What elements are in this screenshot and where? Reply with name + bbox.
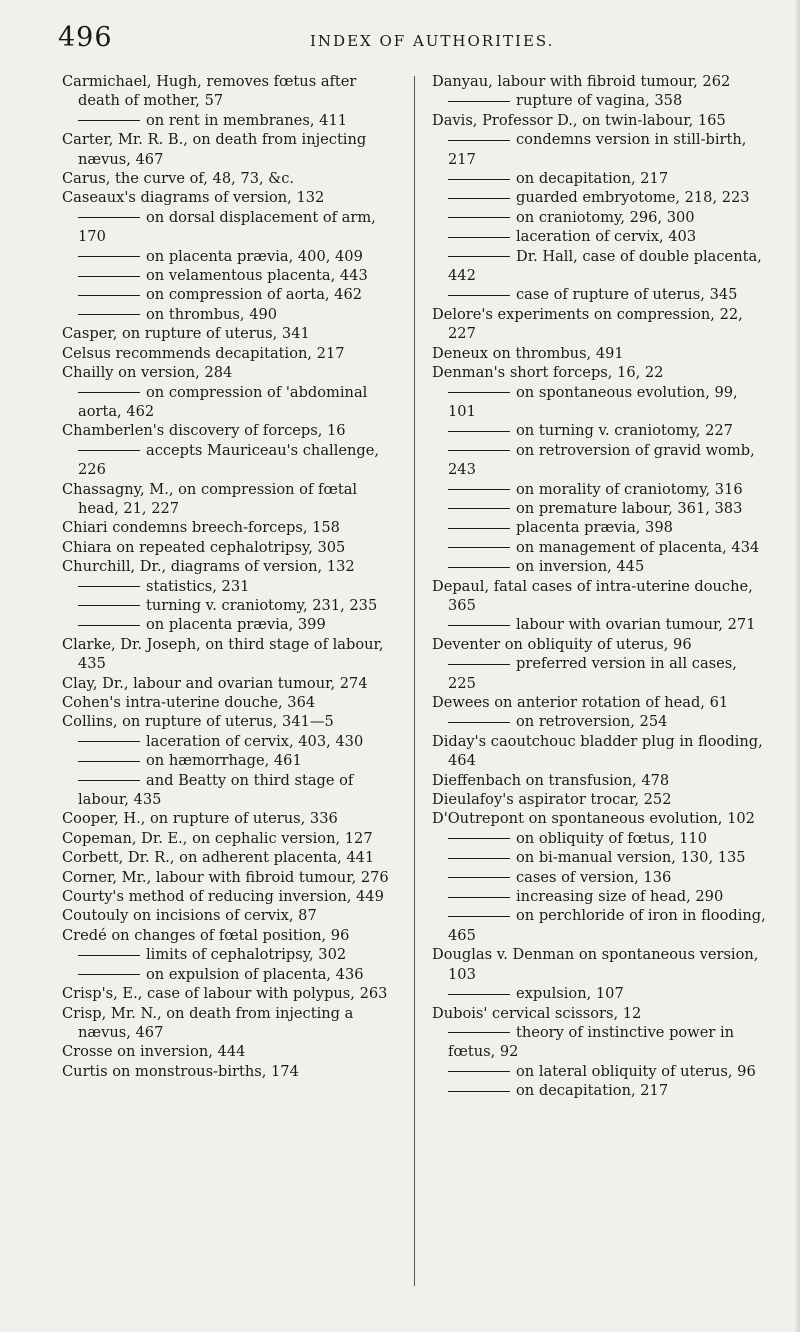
- index-entry: [62, 926, 398, 945]
- entry-text: cases of version, 136: [516, 868, 672, 886]
- index-subentry: [432, 1023, 768, 1062]
- entry-text: Courty's method of reducing inversion, 449: [62, 888, 384, 906]
- ditto-dash: [78, 761, 140, 762]
- ditto-dash: [448, 1091, 510, 1092]
- entry-text: rupture of vagina, 358: [516, 92, 683, 110]
- ditto-dash: [448, 547, 510, 548]
- entry-text: Casper, on rupture of uterus, 341: [62, 325, 310, 343]
- index-entry: [432, 945, 768, 984]
- entry-text: on rent in membranes, 411: [146, 111, 348, 129]
- entry-text: on velamentous placenta, 443: [146, 267, 368, 285]
- ditto-dash: [448, 877, 510, 878]
- entry-text: on placenta prævia, 400, 409: [146, 247, 363, 265]
- index-subentry: [432, 984, 768, 1003]
- index-entry: [432, 635, 768, 654]
- ditto-dash: [78, 295, 140, 296]
- entry-text: on lateral obliquity of uterus, 96: [516, 1062, 756, 1080]
- index-subentry: [432, 868, 768, 887]
- entry-text: limits of cephalotripsy, 302: [146, 946, 347, 964]
- entry-text: case of rupture of uterus, 345: [516, 286, 738, 304]
- index-subentry: [62, 305, 398, 324]
- entry-text: on compression of aorta, 462: [146, 286, 363, 304]
- index-subentry: [432, 557, 768, 576]
- ditto-dash: [78, 780, 140, 781]
- entry-text: on perchloride of iron in flooding, 465: [448, 907, 766, 944]
- entry-text: Churchill, Dr., diagrams of version, 132: [62, 558, 355, 576]
- index-subentry: [432, 906, 768, 945]
- ditto-dash: [448, 508, 510, 509]
- index-subentry: [432, 654, 768, 693]
- entry-text: increasing size of head, 290: [516, 888, 724, 906]
- ditto-dash: [448, 140, 510, 141]
- entry-text: on decapitation, 217: [516, 170, 669, 188]
- ditto-dash: [448, 916, 510, 917]
- index-subentry: [432, 188, 768, 207]
- index-subentry: [432, 441, 768, 480]
- entry-text: Cooper, H., on rupture of uterus, 336: [62, 810, 338, 828]
- index-subentry: [432, 91, 768, 110]
- index-entry: [62, 188, 398, 207]
- index-entry: [62, 712, 398, 731]
- entry-text: laceration of cervix, 403: [516, 228, 697, 246]
- entry-text: expulsion, 107: [516, 985, 624, 1003]
- index-subentry: [432, 615, 768, 634]
- index-subentry: [432, 1081, 768, 1100]
- ditto-dash: [448, 450, 510, 451]
- entry-text: on compression of 'abdominal aorta, 462: [78, 383, 368, 420]
- index-entry: [62, 868, 398, 887]
- ditto-dash: [78, 256, 140, 257]
- index-subentry: [432, 247, 768, 286]
- ditto-dash: [78, 586, 140, 587]
- index-subentry: [62, 285, 398, 304]
- entry-text: on thrombus, 490: [146, 305, 278, 323]
- ditto-dash: [448, 528, 510, 529]
- entry-text: on inversion, 445: [516, 558, 645, 576]
- index-entry: [432, 577, 768, 616]
- entry-text: Carmichael, Hugh, removes fœtus after death of mother, 57: [62, 73, 357, 110]
- ditto-dash: [448, 237, 510, 238]
- entry-text: on decapitation, 217: [516, 1082, 669, 1100]
- index-subentry: [432, 227, 768, 246]
- ditto-dash: [448, 392, 510, 393]
- entry-text: Celsus recommends decapitation, 217: [62, 344, 345, 362]
- entry-text: on premature labour, 361, 383: [516, 499, 743, 517]
- index-entry: [62, 480, 398, 519]
- ditto-dash: [78, 120, 140, 121]
- ditto-dash: [448, 217, 510, 218]
- entry-text: on dorsal displacement of arm, 170: [78, 208, 376, 246]
- ditto-dash: [448, 198, 510, 199]
- index-subentry: [62, 266, 398, 285]
- entry-text: Copeman, Dr. E., on cephalic version, 127: [62, 829, 373, 847]
- ditto-dash: [448, 179, 510, 180]
- entry-text: Coutouly on incisions of cervix, 87: [62, 907, 317, 925]
- entry-text: on retroversion of gravid womb, 243: [448, 441, 755, 479]
- entry-text: on placenta prævia, 399: [146, 616, 326, 634]
- index-entry: [62, 829, 398, 848]
- index-entry: [432, 771, 768, 790]
- entry-text: Crosse on inversion, 444: [62, 1043, 246, 1061]
- ditto-dash: [78, 276, 140, 277]
- page-edge: [794, 0, 800, 1332]
- entry-text: Dieffenbach on transfusion, 478: [432, 771, 670, 789]
- index-subentry: [62, 615, 398, 634]
- entry-text: Dubois' cervical scissors, 12: [432, 1004, 642, 1022]
- index-entry: [62, 1042, 398, 1061]
- entry-text: on obliquity of fœtus, 110: [516, 829, 707, 847]
- ditto-dash: [78, 217, 140, 218]
- index-entry: [432, 809, 768, 828]
- index-entry: [432, 363, 768, 382]
- entry-text: theory of instinctive power in fœtus, 92: [448, 1023, 735, 1061]
- entry-text: Dr. Hall, case of double placenta, 442: [448, 247, 762, 285]
- entry-text: Collins, on rupture of uterus, 341—5: [62, 713, 334, 731]
- entry-text: on craniotomy, 296, 300: [516, 208, 695, 226]
- index-subentry: [62, 577, 398, 596]
- ditto-dash: [448, 994, 510, 995]
- entry-text: Chassagny, M., on compression of fœtal head, 21, 227: [62, 480, 358, 517]
- index-entry: [62, 906, 398, 925]
- index-subentry: [432, 285, 768, 304]
- index-subentry: [432, 480, 768, 499]
- ditto-dash: [448, 489, 510, 490]
- entry-text: labour with ovarian tumour, 271: [516, 616, 756, 634]
- ditto-dash: [78, 314, 140, 315]
- index-subentry: [62, 771, 398, 810]
- index-entry: [62, 984, 398, 1003]
- index-subentry: [432, 538, 768, 557]
- index-entry: [62, 324, 398, 343]
- index-subentry: [432, 383, 768, 422]
- ditto-dash: [78, 955, 140, 956]
- index-entry: [62, 363, 398, 382]
- entry-text: on retroversion, 254: [516, 713, 668, 731]
- ditto-dash: [448, 101, 510, 102]
- running-title: INDEX OF AUTHORITIES.: [310, 32, 555, 50]
- entry-text: and Beatty on third stage of labour, 435: [78, 771, 354, 809]
- index-entry: [62, 635, 398, 674]
- index-entry: [62, 421, 398, 440]
- entry-text: on morality of craniotomy, 316: [516, 480, 743, 498]
- index-subentry: [432, 1062, 768, 1081]
- index-entry: [62, 169, 398, 188]
- ditto-dash: [448, 256, 510, 257]
- entry-text: on turning v. craniotomy, 227: [516, 422, 733, 440]
- entry-text: Diday's caoutchouc bladder plug in flooding, 464: [432, 732, 763, 770]
- index-subentry: [62, 732, 398, 751]
- index-subentry: [432, 169, 768, 188]
- entry-text: Clarke, Dr. Joseph, on third stage of labour, 435: [62, 635, 384, 673]
- index-subentry: [62, 596, 398, 615]
- index-entry: [62, 538, 398, 557]
- index-subentry: [432, 829, 768, 848]
- index-entry: [432, 72, 768, 91]
- page-number: 496: [58, 22, 113, 53]
- entry-text: Dieulafoy's aspirator trocar, 252: [432, 791, 672, 809]
- entry-text: Chamberlen's discovery of forceps, 16: [62, 422, 346, 440]
- index-subentry: [432, 499, 768, 518]
- index-subentry: [62, 751, 398, 770]
- index-entry: [62, 674, 398, 693]
- entry-text: Cohen's intra-uterine douche, 364: [62, 694, 316, 711]
- entry-text: condemns version in still-birth, 217: [448, 131, 747, 168]
- entry-text: Deventer on obliquity of uterus, 96: [432, 635, 692, 653]
- index-subentry: [62, 965, 398, 984]
- entry-text: Chailly on version, 284: [62, 364, 233, 382]
- entry-text: Corbett, Dr. R., on adherent placenta, 441: [62, 849, 375, 867]
- index-entry: [62, 887, 398, 906]
- index-entry: [62, 344, 398, 363]
- entry-text: on management of placenta, 434: [516, 538, 760, 556]
- entry-text: placenta prævia, 398: [516, 519, 673, 537]
- index-entry: [62, 809, 398, 828]
- ditto-dash: [448, 722, 510, 723]
- entry-text: laceration of cervix, 403, 430: [146, 732, 364, 750]
- entry-text: Corner, Mr., labour with fibroid tumour, 276: [62, 868, 389, 886]
- index-entry: [432, 305, 768, 344]
- ditto-dash: [78, 625, 140, 626]
- entry-text: on expulsion of placenta, 436: [146, 965, 364, 983]
- entry-text: on spontaneous evolution, 99, 101: [448, 383, 738, 420]
- ditto-dash: [448, 858, 510, 859]
- ditto-dash: [448, 1071, 510, 1072]
- entry-text: on bi-manual version, 130, 135: [516, 849, 746, 867]
- entry-text: statistics, 231: [146, 577, 250, 595]
- ditto-dash: [448, 567, 510, 568]
- ditto-dash: [448, 838, 510, 839]
- entry-text: Danyau, labour with fibroid tumour, 262: [432, 73, 731, 90]
- index-entry: [62, 130, 398, 169]
- entry-text: Caseaux's diagrams of version, 132: [62, 189, 325, 207]
- index-entry: [62, 693, 398, 712]
- index-entry: [432, 732, 768, 771]
- entry-text: Clay, Dr., labour and ovarian tumour, 274: [62, 674, 368, 692]
- index-subentry: [432, 518, 768, 537]
- index-entry: [62, 848, 398, 867]
- index-entry: [62, 557, 398, 576]
- ditto-dash: [448, 625, 510, 626]
- index-entry: [62, 1062, 398, 1081]
- index-subentry: [62, 945, 398, 964]
- entry-text: Denman's short forceps, 16, 22: [432, 364, 664, 382]
- entry-text: Carter, Mr. R. B., on death from injecting nævus, 467: [62, 131, 367, 168]
- index-column-left: [62, 72, 398, 1081]
- index-subentry: [432, 712, 768, 731]
- index-subentry: [62, 208, 398, 247]
- index-subentry: [62, 111, 398, 130]
- index-column-right: [432, 72, 768, 1101]
- entry-text: Delore's experiments on compression, 22, 227: [432, 305, 743, 343]
- index-entry: [432, 344, 768, 363]
- entry-text: Deneux on thrombus, 491: [432, 344, 624, 362]
- index-subentry: [432, 421, 768, 440]
- ditto-dash: [78, 450, 140, 451]
- index-subentry: [432, 887, 768, 906]
- entry-text: on hæmorrhage, 461: [146, 752, 302, 770]
- entry-text: accepts Mauriceau's challenge, 226: [78, 441, 380, 479]
- entry-text: Dewees on anterior rotation of head, 61: [432, 694, 729, 711]
- ditto-dash: [448, 1032, 510, 1033]
- index-entry: [432, 693, 768, 712]
- index-subentry: [432, 130, 768, 169]
- entry-text: Curtis on monstrous-births, 174: [62, 1062, 299, 1080]
- index-subentry: [62, 383, 398, 422]
- entry-text: Chiari condemns breech-forceps, 158: [62, 519, 340, 537]
- index-subentry: [62, 441, 398, 480]
- entry-text: Douglas v. Denman on spontaneous version, 103: [432, 946, 759, 983]
- entry-text: D'Outrepont on spontaneous evolution, 102: [432, 810, 755, 828]
- index-entry: [432, 1004, 768, 1023]
- ditto-dash: [78, 741, 140, 742]
- index-subentry: [432, 208, 768, 227]
- index-subentry: [62, 247, 398, 266]
- ditto-dash: [78, 605, 140, 606]
- index-entry: [62, 72, 398, 111]
- index-entry: [432, 790, 768, 809]
- entry-text: preferred version in all cases, 225: [448, 655, 737, 692]
- entry-text: Davis, Professor D., on twin-labour, 165: [432, 111, 726, 129]
- ditto-dash: [78, 392, 140, 393]
- ditto-dash: [448, 897, 510, 898]
- index-entry: [62, 518, 398, 537]
- index-subentry: [432, 848, 768, 867]
- index-entry: [62, 1004, 398, 1043]
- entry-text: Chiara on repeated cephalotripsy, 305: [62, 538, 346, 556]
- entry-text: guarded embryotome, 218, 223: [516, 189, 750, 207]
- ditto-dash: [448, 664, 510, 665]
- entry-text: Crisp, Mr. N., on death from injecting a nævus, 467: [62, 1004, 354, 1041]
- ditto-dash: [448, 295, 510, 296]
- entry-text: turning v. craniotomy, 231, 235: [146, 596, 378, 614]
- entry-text: Crisp's, E., case of labour with polypus, 263: [62, 985, 388, 1003]
- index-entry: [432, 111, 768, 130]
- column-divider: [414, 76, 415, 1286]
- entry-text: Depaul, fatal cases of intra-uterine douche, 365: [432, 577, 753, 614]
- entry-text: Credé on changes of fœtal position, 96: [62, 926, 350, 944]
- entry-text: Carus, the curve of, 48, 73, &c.: [62, 170, 295, 188]
- ditto-dash: [78, 974, 140, 975]
- ditto-dash: [448, 431, 510, 432]
